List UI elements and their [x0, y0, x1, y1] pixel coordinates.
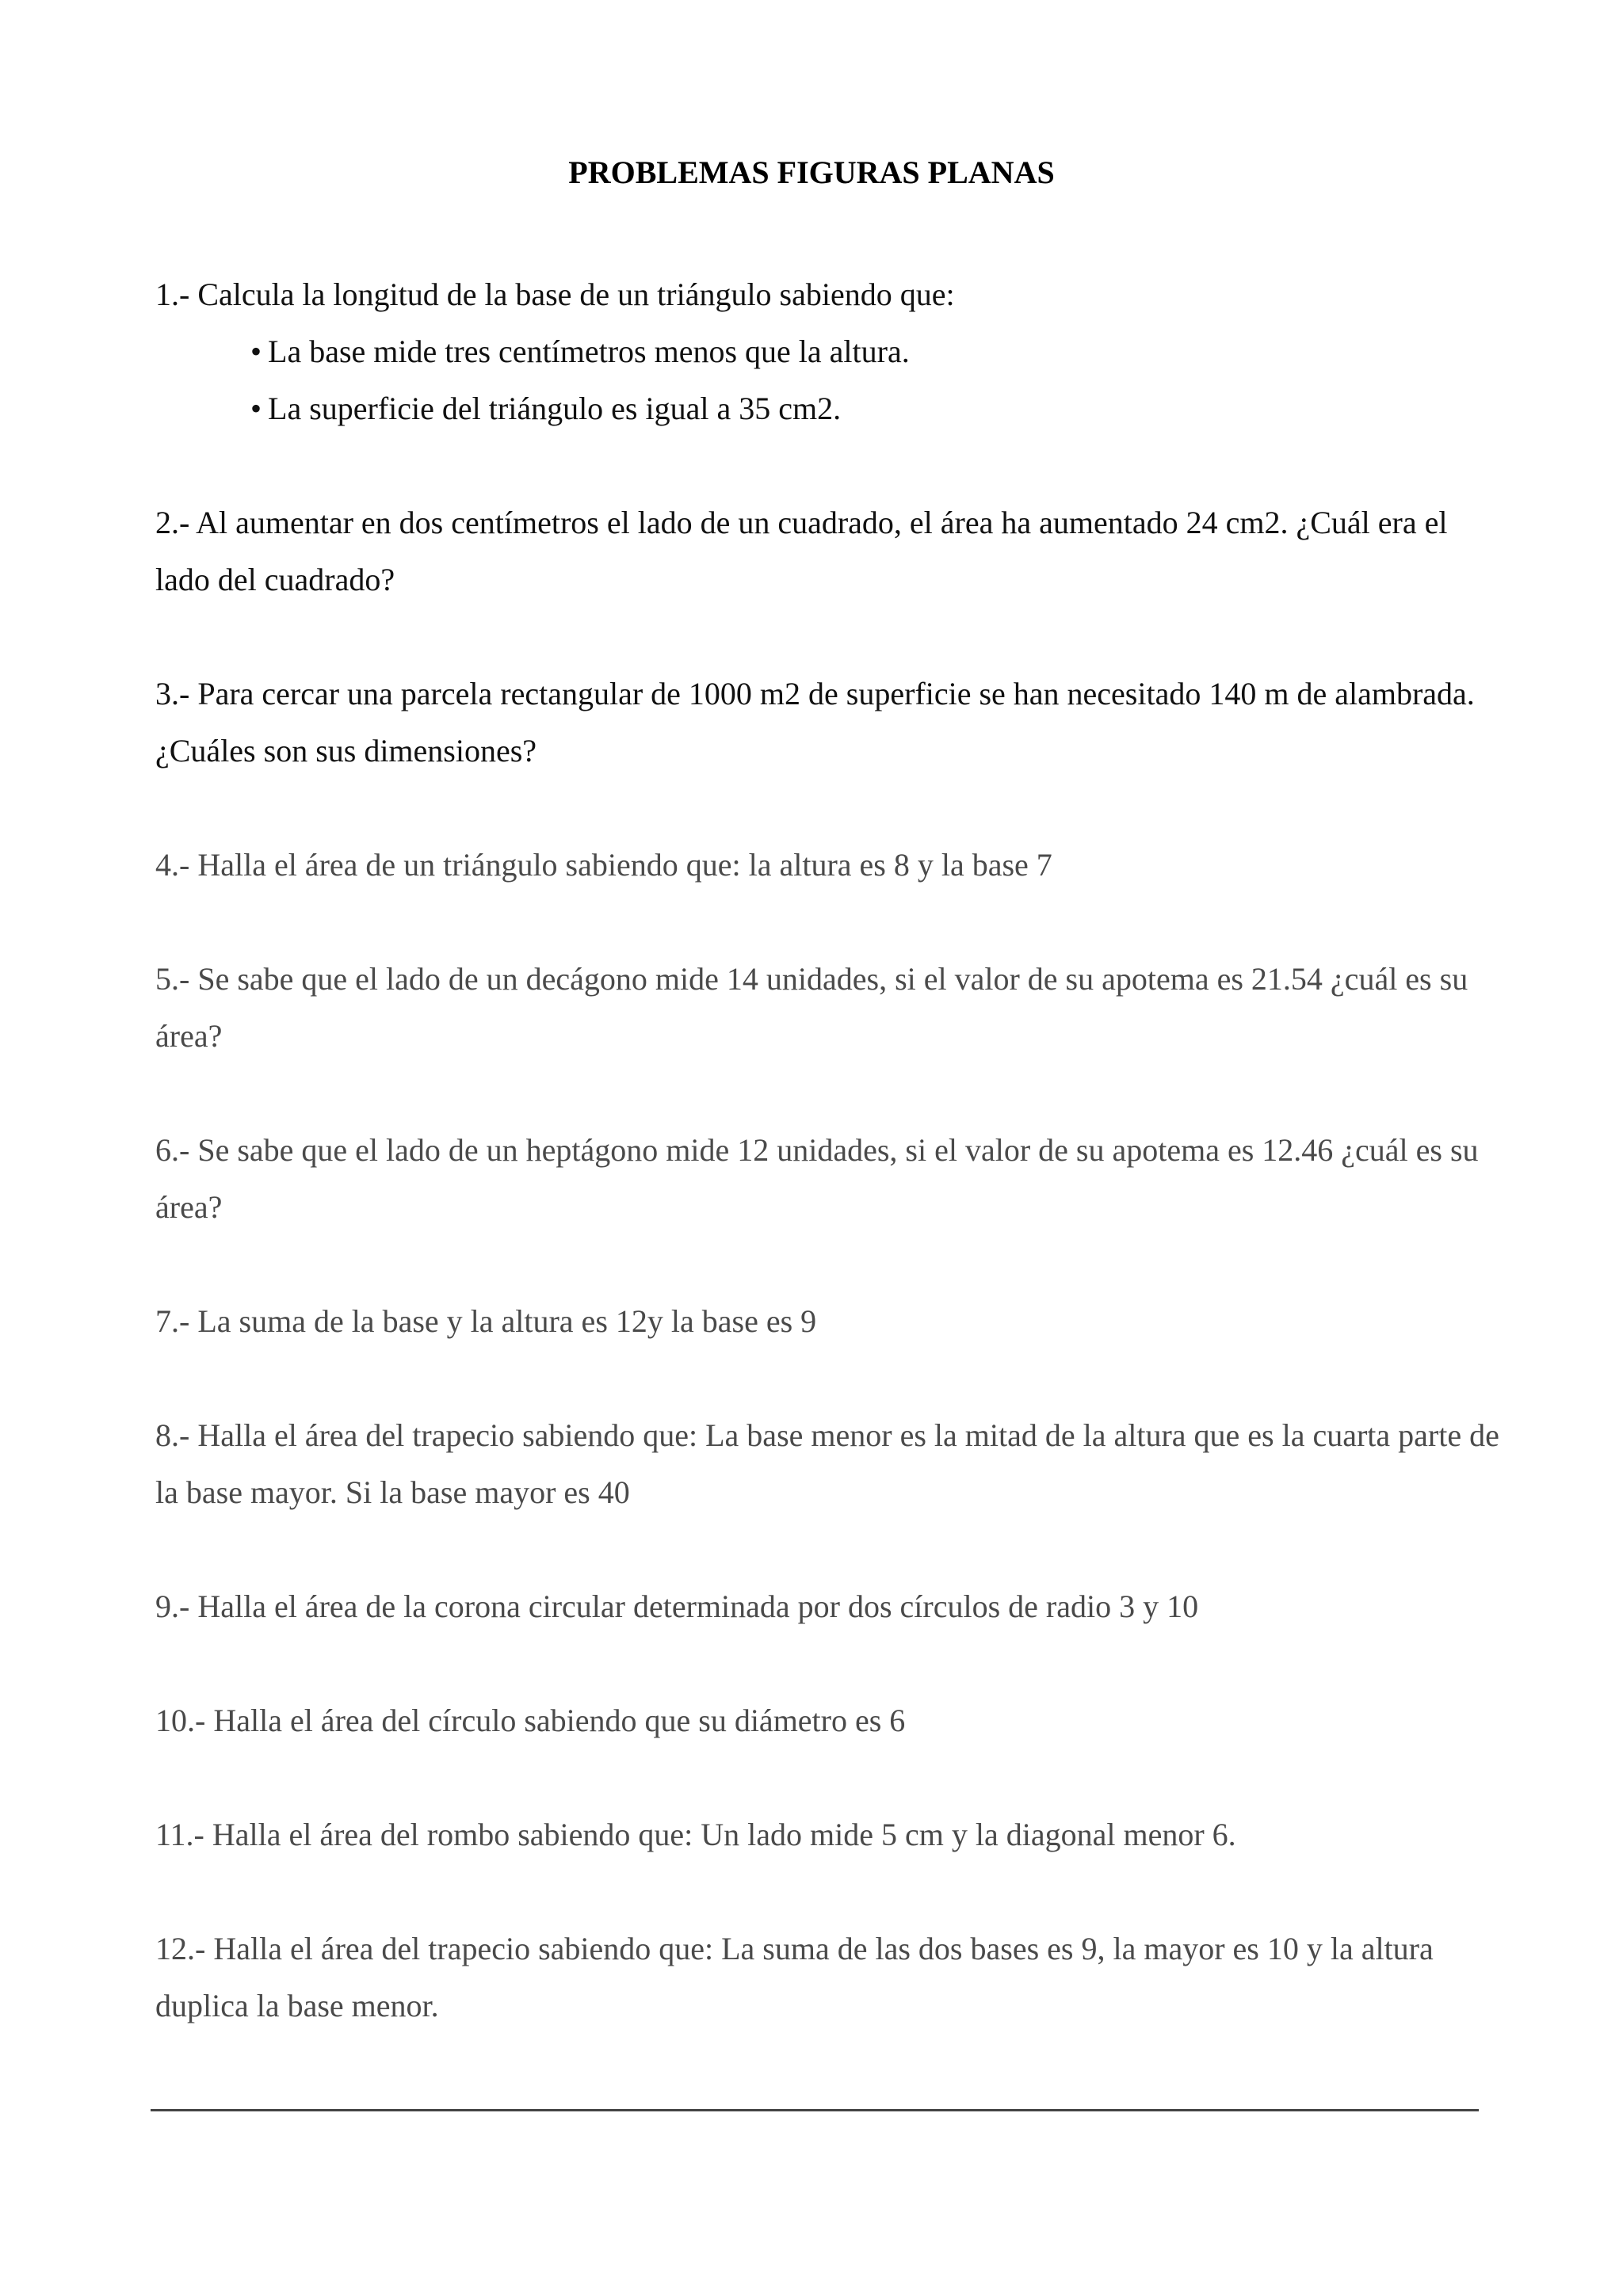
page-title: PROBLEMAS FIGURAS PLANAS: [568, 154, 1055, 190]
problem-10: 10.- Halla el área del círculo sabiendo que su diámetro es 6: [155, 1703, 906, 1738]
footer-divider: [151, 2109, 1479, 2111]
problem-5: 5.- Se sabe que el lado de un decágono mide 14 unidades, si el valor de su apotema es 21.54 ¿cuál es su área?: [155, 961, 1468, 1054]
problem-11: 11.- Halla el área del rombo sabiendo que: Un lado mide 5 cm y la diagonal menor 6.: [155, 1817, 1236, 1852]
problem-7: 7.- La suma de la base y la altura es 12y la base es 9: [155, 1303, 817, 1339]
problem-6: 6.- Se sabe que el lado de un heptágono mide 12 unidades, si el valor de su apotema es 12.46 ¿cuál es su área?: [155, 1132, 1479, 1225]
problem-9: 9.- Halla el área de la corona circular determinada por dos círculos de radio 3 y 10: [155, 1589, 1199, 1624]
bullet-text: La base mide tres centímetros menos que la altura.: [268, 334, 910, 369]
problem-4: 4.- Halla el área de un triángulo sabiendo que: la altura es 8 y la base 7: [155, 847, 1052, 883]
problem-2: 2.- Al aumentar en dos centímetros el lado de un cuadrado, el área ha aumentado 24 cm2. ¿Cuál era el lado del cuadrado?: [155, 505, 1448, 597]
bullet-text: La superficie del triángulo es igual a 35 cm2.: [268, 391, 842, 426]
bullet-icon: •: [250, 334, 262, 369]
problem-8: 8.- Halla el área del trapecio sabiendo que: La base menor es la mitad de la altura que es la cuarta parte de la base mayor. Si la base mayor es 40: [155, 1417, 1499, 1510]
problem-12: 12.- Halla el área del trapecio sabiendo que: La suma de las dos bases es 9, la mayor es 10 y la altura duplica la base menor.: [155, 1931, 1434, 2023]
bullet-icon: •: [250, 391, 262, 426]
problem-3: 3.- Para cercar una parcela rectangular de 1000 m2 de superficie se han necesitado 140 m de alambrada. ¿Cuáles son sus dimensiones?: [155, 676, 1475, 769]
problem-1-bullet-2: [250, 380, 1439, 437]
problem-1-bullet-1: [250, 323, 1439, 380]
problem-1: 1.- Calcula la longitud de la base de un triángulo sabiendo que:: [155, 277, 955, 312]
